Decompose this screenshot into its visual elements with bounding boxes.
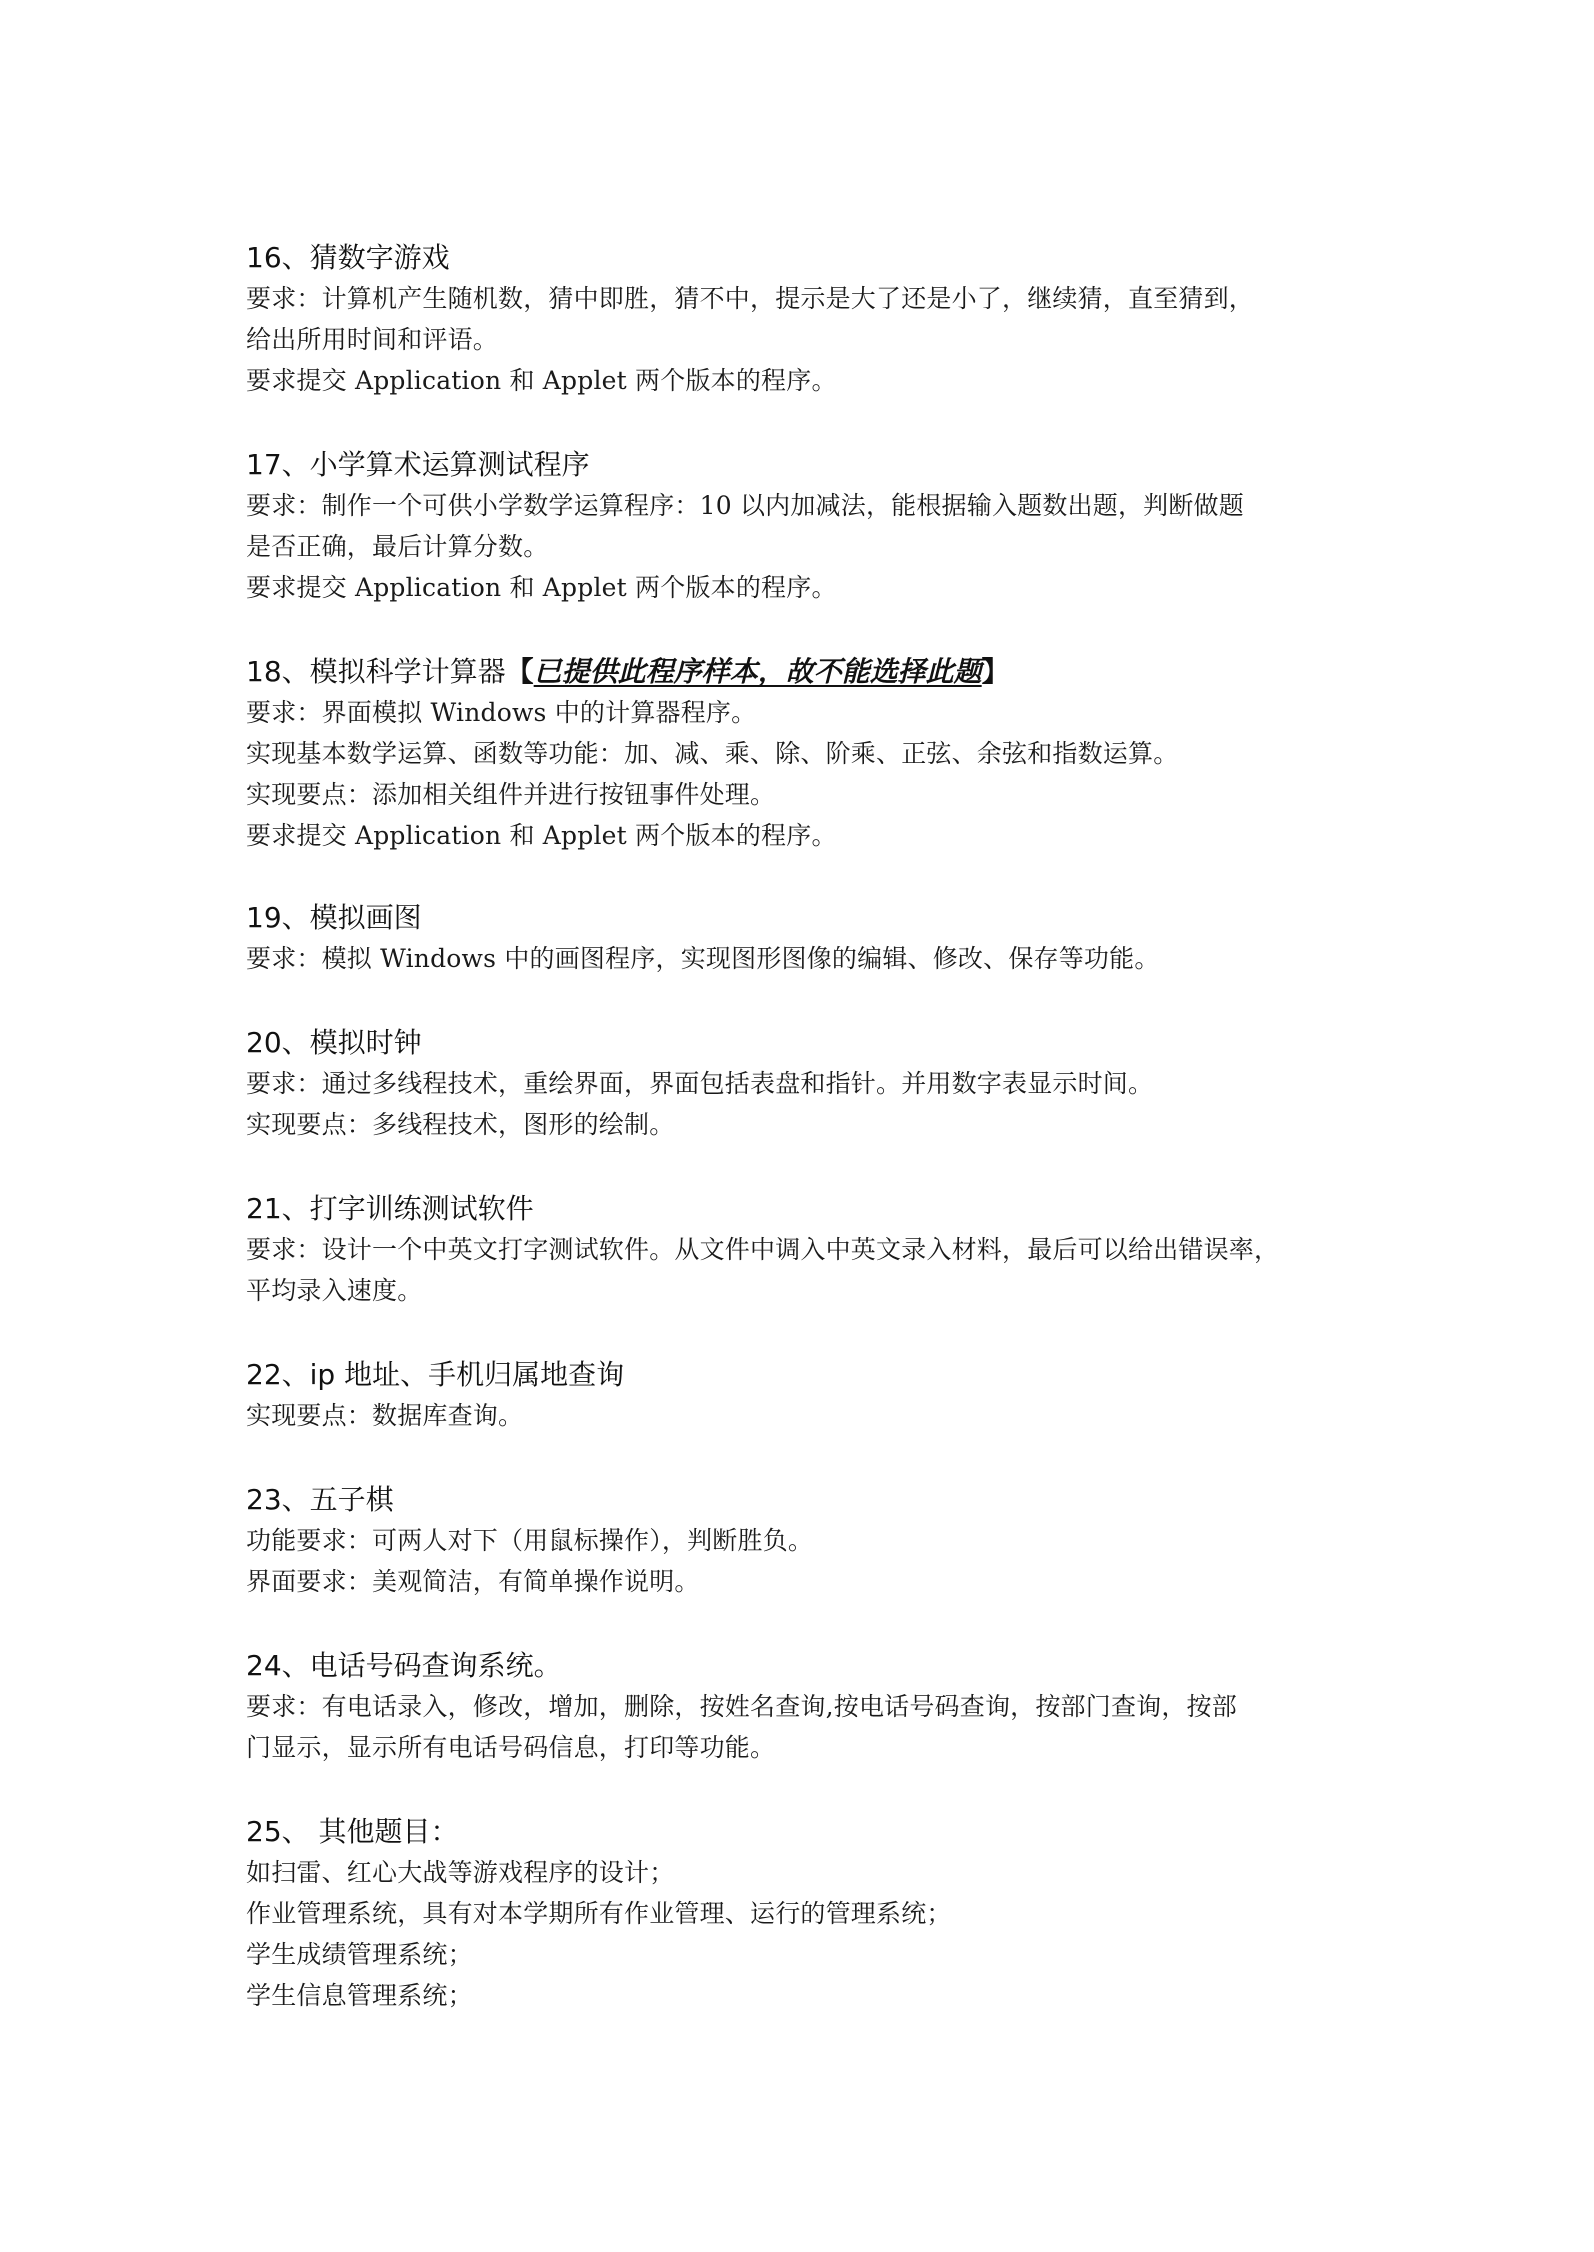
requirement-line: 要求：计算机产生随机数，猜中即胜，猜不中，提示是大了还是小了，继续猜，直至猜到， (246, 284, 1255, 313)
requirement-line: 要求提交 Application 和 Applet 两个版本的程序。 (246, 821, 837, 850)
section-17 (246, 445, 1356, 608)
requirement-line: 学生成绩管理系统； (246, 1940, 473, 1969)
requirement-line: 如扫雷、红心大战等游戏程序的设计； (246, 1858, 675, 1887)
section-heading-row (246, 652, 1356, 692)
section-25 (246, 1812, 1356, 2016)
section-23 (246, 1480, 1356, 1602)
section-20 (246, 1023, 1356, 1145)
note-bracket-open: 【 (505, 655, 534, 688)
requirement-line: 要求提交 Application 和 Applet 两个版本的程序。 (246, 573, 837, 602)
note-bracket-close: 】 (981, 655, 1010, 688)
section-heading: 20、模拟时钟 (246, 1026, 422, 1059)
requirement-line: 要求：有电话录入，修改，增加，删除，按姓名查询,按电话号码查询，按部门查询，按部 (246, 1692, 1237, 1721)
requirement-line: 要求：通过多线程技术，重绘界面，界面包括表盘和指针。并用数字表显示时间。 (246, 1069, 1154, 1098)
section-21 (246, 1189, 1356, 1311)
section-24 (246, 1646, 1356, 1768)
section-18 (246, 652, 1356, 856)
requirement-line: 要求：设计一个中英文打字测试软件。从文件中调入中英文录入材料，最后可以给出错误率， (246, 1235, 1280, 1264)
section-22 (246, 1355, 1356, 1436)
note-text: 已提供此程序样本，故不能选择此题 (533, 655, 982, 688)
section-heading: 18、模拟科学计算器 (246, 655, 506, 688)
section-19 (246, 898, 1356, 979)
requirement-line: 功能要求：可两人对下（用鼠标操作），判断胜负。 (246, 1526, 814, 1555)
section-heading: 21、打字训练测试软件 (246, 1192, 534, 1225)
requirement-line: 实现基本数学运算、函数等功能：加、减、乘、除、阶乘、正弦、余弦和指数运算。 (246, 739, 1179, 768)
section-heading: 22、ip 地址、手机归属地查询 (246, 1358, 625, 1391)
requirement-line: 门显示，显示所有电话号码信息，打印等功能。 (246, 1733, 776, 1762)
section-heading: 19、模拟画图 (246, 901, 422, 934)
requirement-line: 作业管理系统，具有对本学期所有作业管理、运行的管理系统； (246, 1899, 952, 1928)
requirement-line: 要求：模拟 Windows 中的画图程序，实现图形图像的编辑、修改、保存等功能。 (246, 944, 1160, 973)
requirement-line: 实现要点：多线程技术，图形的绘制。 (246, 1110, 675, 1139)
requirement-line: 要求：界面模拟 Windows 中的计算器程序。 (246, 698, 757, 727)
requirement-line: 实现要点：添加相关组件并进行按钮事件处理。 (246, 780, 776, 809)
section-heading: 25、 其他题目： (246, 1815, 459, 1848)
requirement-line: 学生信息管理系统； (246, 1981, 473, 2010)
requirement-line: 是否正确，最后计算分数。 (246, 532, 549, 561)
section-heading: 24、电话号码查询系统。 (246, 1649, 562, 1682)
requirement-line: 给出所用时间和评语。 (246, 325, 499, 354)
requirement-line: 平均录入速度。 (246, 1276, 423, 1305)
requirement-line: 要求提交 Application 和 Applet 两个版本的程序。 (246, 366, 837, 395)
section-heading: 23、五子棋 (246, 1483, 394, 1516)
section-16 (246, 238, 1356, 401)
requirement-line: 界面要求：美观简洁，有简单操作说明。 (246, 1567, 700, 1596)
sample-provided-note (506, 655, 1010, 688)
section-heading: 17、小学算术运算测试程序 (246, 448, 590, 481)
document-page (246, 238, 1356, 2060)
requirement-line: 要求：制作一个可供小学数学运算程序：10 以内加减法，能根据输入题数出题，判断做题 (246, 491, 1244, 520)
requirement-line: 实现要点：数据库查询。 (246, 1401, 524, 1430)
section-heading: 16、猜数字游戏 (246, 241, 450, 274)
